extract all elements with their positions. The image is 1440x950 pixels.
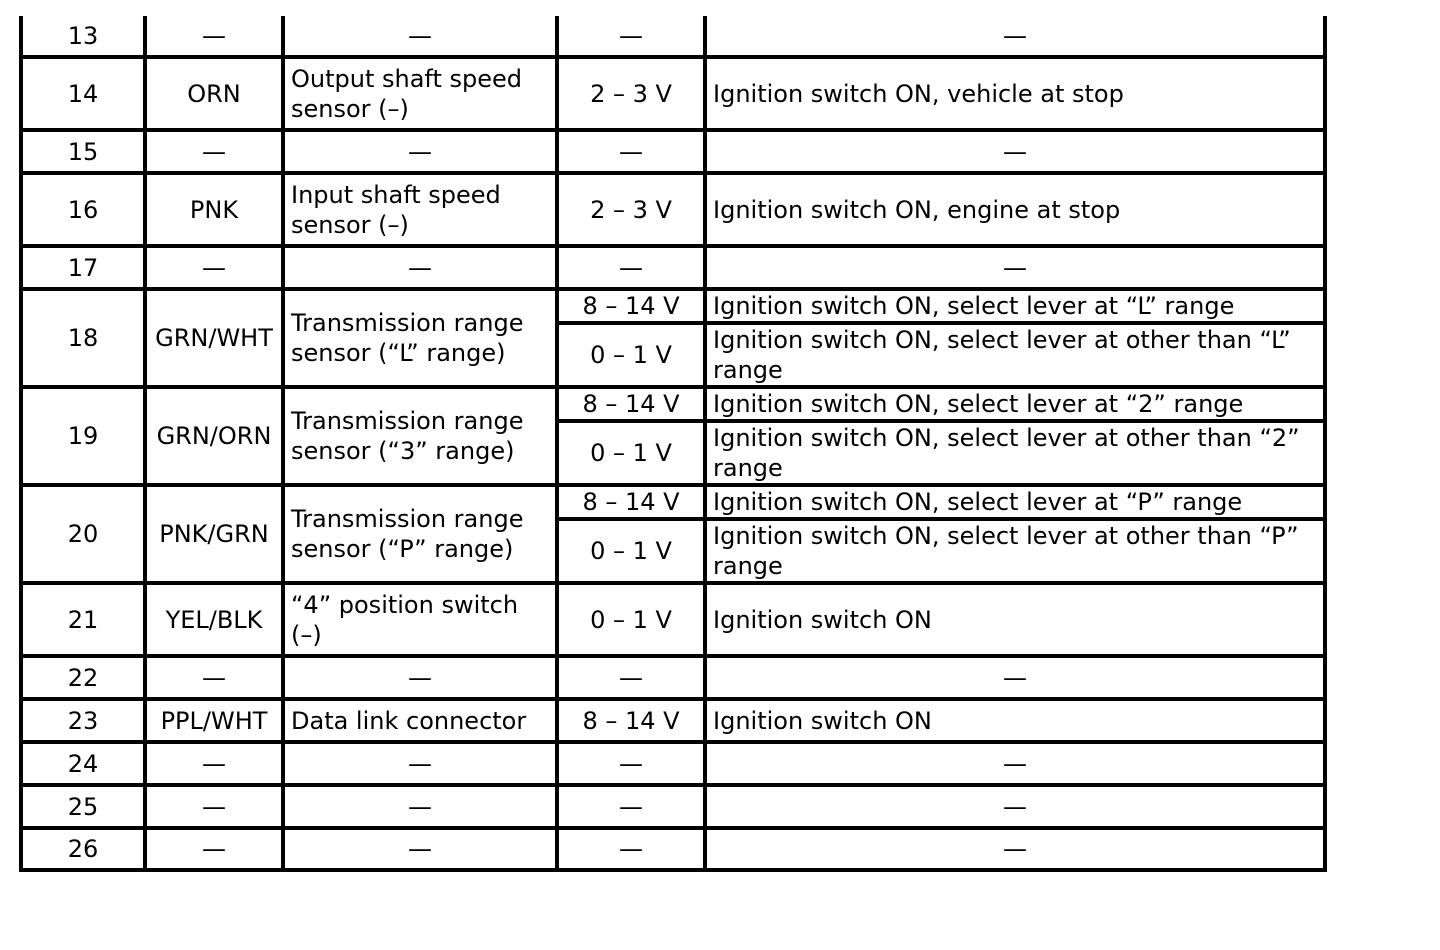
table-row <box>21 289 1325 323</box>
terminal-name: “4” position switch (–) <box>283 583 557 656</box>
condition-text: Ignition switch ON, select lever at “L” range <box>705 289 1325 323</box>
terminal-name: — <box>283 742 557 785</box>
table-row <box>21 828 1325 870</box>
terminal-name: Transmission range sensor (“L” range) <box>283 289 557 387</box>
terminal-name: — <box>283 16 557 57</box>
terminal-number: 25 <box>21 785 145 828</box>
terminal-name: — <box>283 130 557 173</box>
terminal-name: — <box>283 828 557 870</box>
spec-value: 8 – 14 V <box>557 289 705 323</box>
spec-value: 2 – 3 V <box>557 173 705 246</box>
terminal-number: 21 <box>21 583 145 656</box>
table-row <box>21 699 1325 742</box>
wire-color: GRN/ORN <box>145 387 283 485</box>
table-row <box>21 173 1325 246</box>
terminal-name: Input shaft speed sensor (–) <box>283 173 557 246</box>
wire-color: YEL/BLK <box>145 583 283 656</box>
condition-text: — <box>705 656 1325 699</box>
table-row <box>21 656 1325 699</box>
spec-value: 0 – 1 V <box>557 421 705 485</box>
spec-value: — <box>557 246 705 289</box>
spec-value: — <box>557 785 705 828</box>
wire-color: — <box>145 785 283 828</box>
terminal-name: Transmission range sensor (“3” range) <box>283 387 557 485</box>
terminal-name: Data link connector <box>283 699 557 742</box>
spec-value: — <box>557 130 705 173</box>
terminal-number: 22 <box>21 656 145 699</box>
terminal-name: Transmission range sensor (“P” range) <box>283 485 557 583</box>
terminal-number: 18 <box>21 289 145 387</box>
wire-color: PNK/GRN <box>145 485 283 583</box>
wire-color: — <box>145 828 283 870</box>
terminal-number: 26 <box>21 828 145 870</box>
terminal-name: — <box>283 785 557 828</box>
table-row <box>21 485 1325 519</box>
terminal-number: 20 <box>21 485 145 583</box>
condition-text: — <box>705 130 1325 173</box>
condition-text: Ignition switch ON, select lever at other than “P” range <box>705 519 1325 583</box>
wire-color: — <box>145 246 283 289</box>
table-row <box>21 742 1325 785</box>
wire-color: — <box>145 130 283 173</box>
condition-text: — <box>705 742 1325 785</box>
spec-value: 8 – 14 V <box>557 387 705 421</box>
spec-value: 8 – 14 V <box>557 485 705 519</box>
terminal-name: Output shaft speed sensor (–) <box>283 57 557 130</box>
terminal-number: 24 <box>21 742 145 785</box>
condition-text: Ignition switch ON <box>705 583 1325 656</box>
condition-text: — <box>705 246 1325 289</box>
table-body <box>21 16 1325 870</box>
table-row <box>21 16 1325 57</box>
condition-text: Ignition switch ON, select lever at “2” range <box>705 387 1325 421</box>
condition-text: Ignition switch ON, engine at stop <box>705 173 1325 246</box>
terminal-spec-table <box>19 16 1327 872</box>
terminal-number: 17 <box>21 246 145 289</box>
table-row <box>21 583 1325 656</box>
table-row <box>21 57 1325 130</box>
spec-value: 0 – 1 V <box>557 519 705 583</box>
spec-value: — <box>557 828 705 870</box>
terminal-number: 16 <box>21 173 145 246</box>
condition-text: Ignition switch ON, select lever at other than “L” range <box>705 323 1325 387</box>
wire-color: GRN/WHT <box>145 289 283 387</box>
condition-text: Ignition switch ON, select lever at other than “2” range <box>705 421 1325 485</box>
wire-color: — <box>145 742 283 785</box>
terminal-name: — <box>283 246 557 289</box>
spec-value: 0 – 1 V <box>557 583 705 656</box>
spec-value: 8 – 14 V <box>557 699 705 742</box>
condition-text: Ignition switch ON <box>705 699 1325 742</box>
table-row <box>21 785 1325 828</box>
spec-value: 0 – 1 V <box>557 323 705 387</box>
wire-color: ORN <box>145 57 283 130</box>
terminal-number: 15 <box>21 130 145 173</box>
terminal-name: — <box>283 656 557 699</box>
spec-value: — <box>557 16 705 57</box>
condition-text: — <box>705 16 1325 57</box>
wire-color: — <box>145 656 283 699</box>
terminal-number: 13 <box>21 16 145 57</box>
spec-value: 2 – 3 V <box>557 57 705 130</box>
terminal-number: 23 <box>21 699 145 742</box>
table-row <box>21 246 1325 289</box>
table-row <box>21 130 1325 173</box>
spec-value: — <box>557 656 705 699</box>
condition-text: Ignition switch ON, select lever at “P” range <box>705 485 1325 519</box>
table-row <box>21 387 1325 421</box>
wire-color: PPL/WHT <box>145 699 283 742</box>
terminal-number: 14 <box>21 57 145 130</box>
wire-color: PNK <box>145 173 283 246</box>
wire-color: — <box>145 16 283 57</box>
spec-value: — <box>557 742 705 785</box>
condition-text: Ignition switch ON, vehicle at stop <box>705 57 1325 130</box>
terminal-number: 19 <box>21 387 145 485</box>
condition-text: — <box>705 785 1325 828</box>
condition-text: — <box>705 828 1325 870</box>
